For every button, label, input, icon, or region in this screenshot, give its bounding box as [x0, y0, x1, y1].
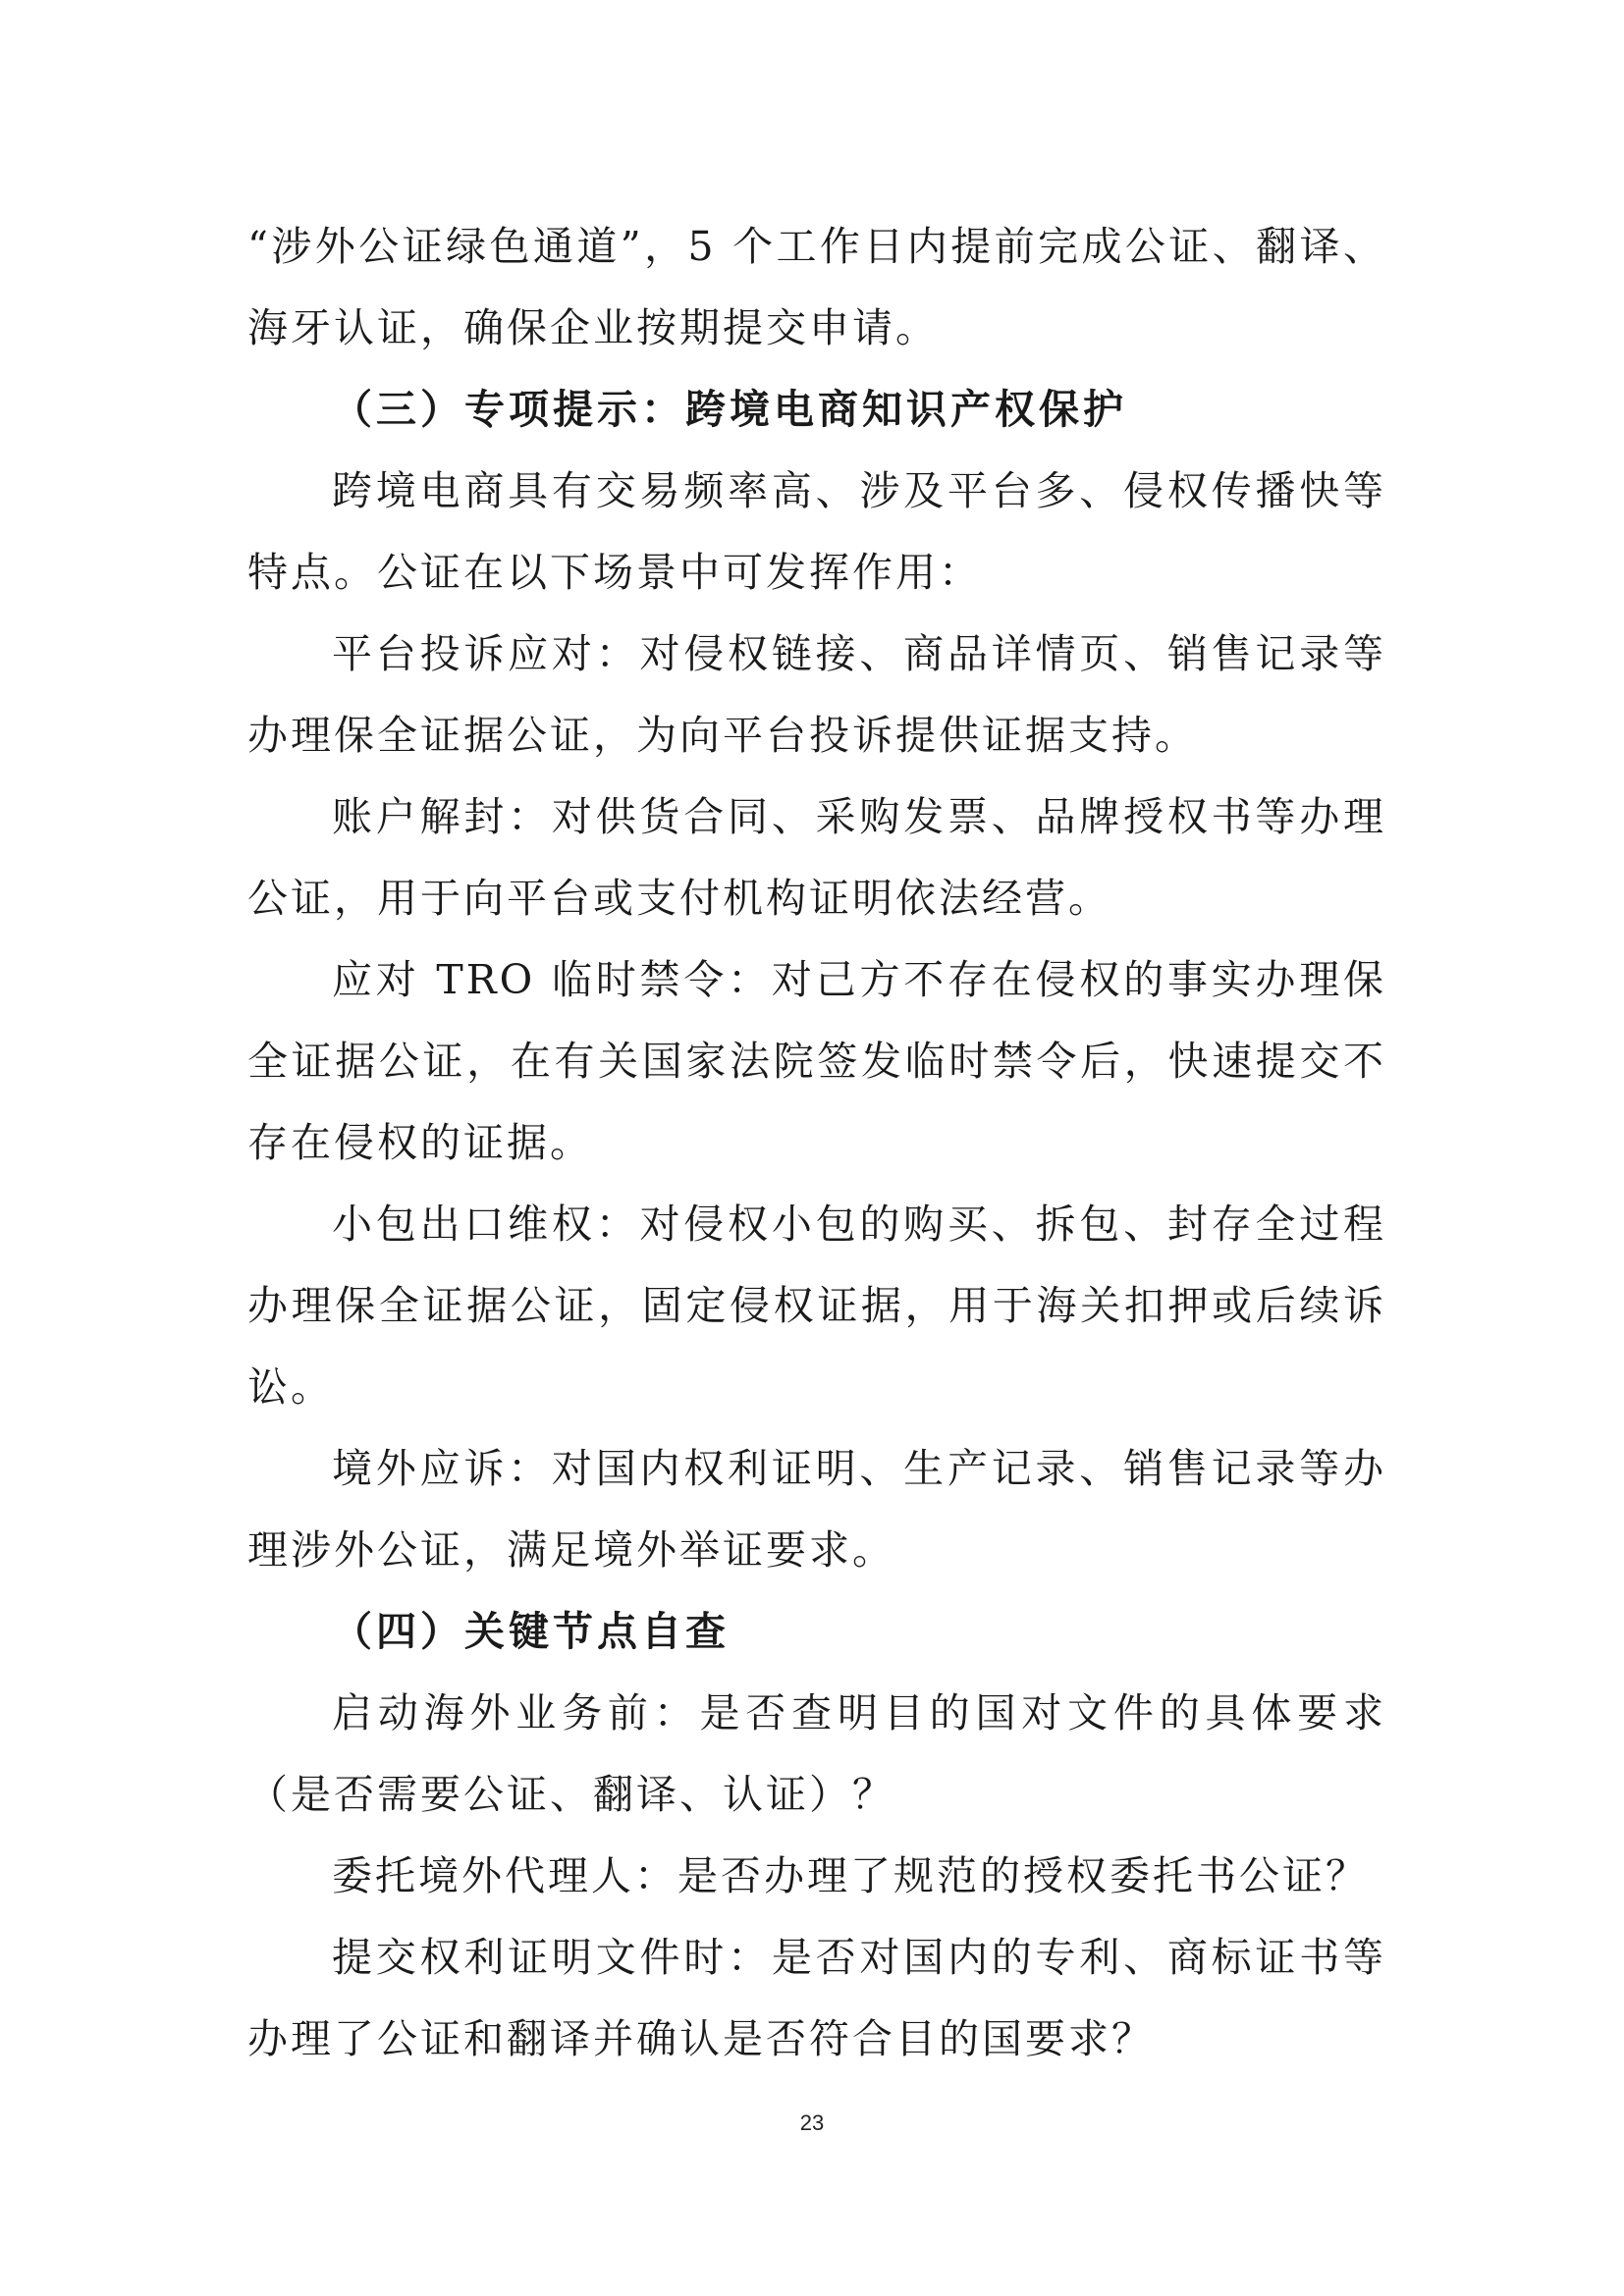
- paragraph-overseas-litigation: 境外应诉：对国内权利证明、生产记录、销售记录等办理涉外公证，满足境外举证要求。: [247, 1445, 1386, 1574]
- paragraph-account-unblock: 账户解封：对供货合同、采购发票、品牌授权书等办理公证，用于向平台或支付机构证明依法经营。: [247, 793, 1386, 922]
- paragraph-check-agent: 委托境外代理人：是否办理了规范的授权委托书公证？: [332, 1852, 1369, 1899]
- section-heading-three: （三）专项提示：跨境电商知识产权保护: [332, 386, 1127, 433]
- paragraph-check-start: 启动海外业务前：是否查明目的国对文件的具体要求（是否需要公证、翻译、认证）？: [247, 1689, 1386, 1818]
- paragraph-platform-complaint: 平台投诉应对：对侵权链接、商品详情页、销售记录等办理保全证据公证，为向平台投诉提供证据支持。: [247, 630, 1386, 759]
- paragraph-tro: 应对 TRO 临时禁令：对己方不存在侵权的事实办理保全证据公证，在有关国家法院签发临时禁令后，快速提交不存在侵权的证据。: [247, 956, 1386, 1166]
- paragraph-small-parcel: 小包出口维权：对侵权小包的购买、拆包、封存全过程办理保全证据公证，固定侵权证据，用于海关扣押或后续诉讼。: [247, 1201, 1386, 1411]
- section-heading-four: （四）关键节点自查: [332, 1608, 730, 1655]
- document-body: [247, 206, 1386, 2080]
- paragraph-continued: “涉外公证绿色通道”，5 个工作日内提前完成公证、翻译、海牙认证，确保企业按期提交申请。: [247, 223, 1386, 351]
- page-number: 23: [799, 2110, 825, 2135]
- paragraph-check-submit: 提交权利证明文件时：是否对国内的专利、商标证书等办理了公证和翻译并确认是否符合目的国要求？: [247, 1934, 1386, 2062]
- paragraph-intro: 跨境电商具有交易频率高、涉及平台多、侵权传播快等特点。公证在以下场景中可发挥作用：: [247, 467, 1386, 596]
